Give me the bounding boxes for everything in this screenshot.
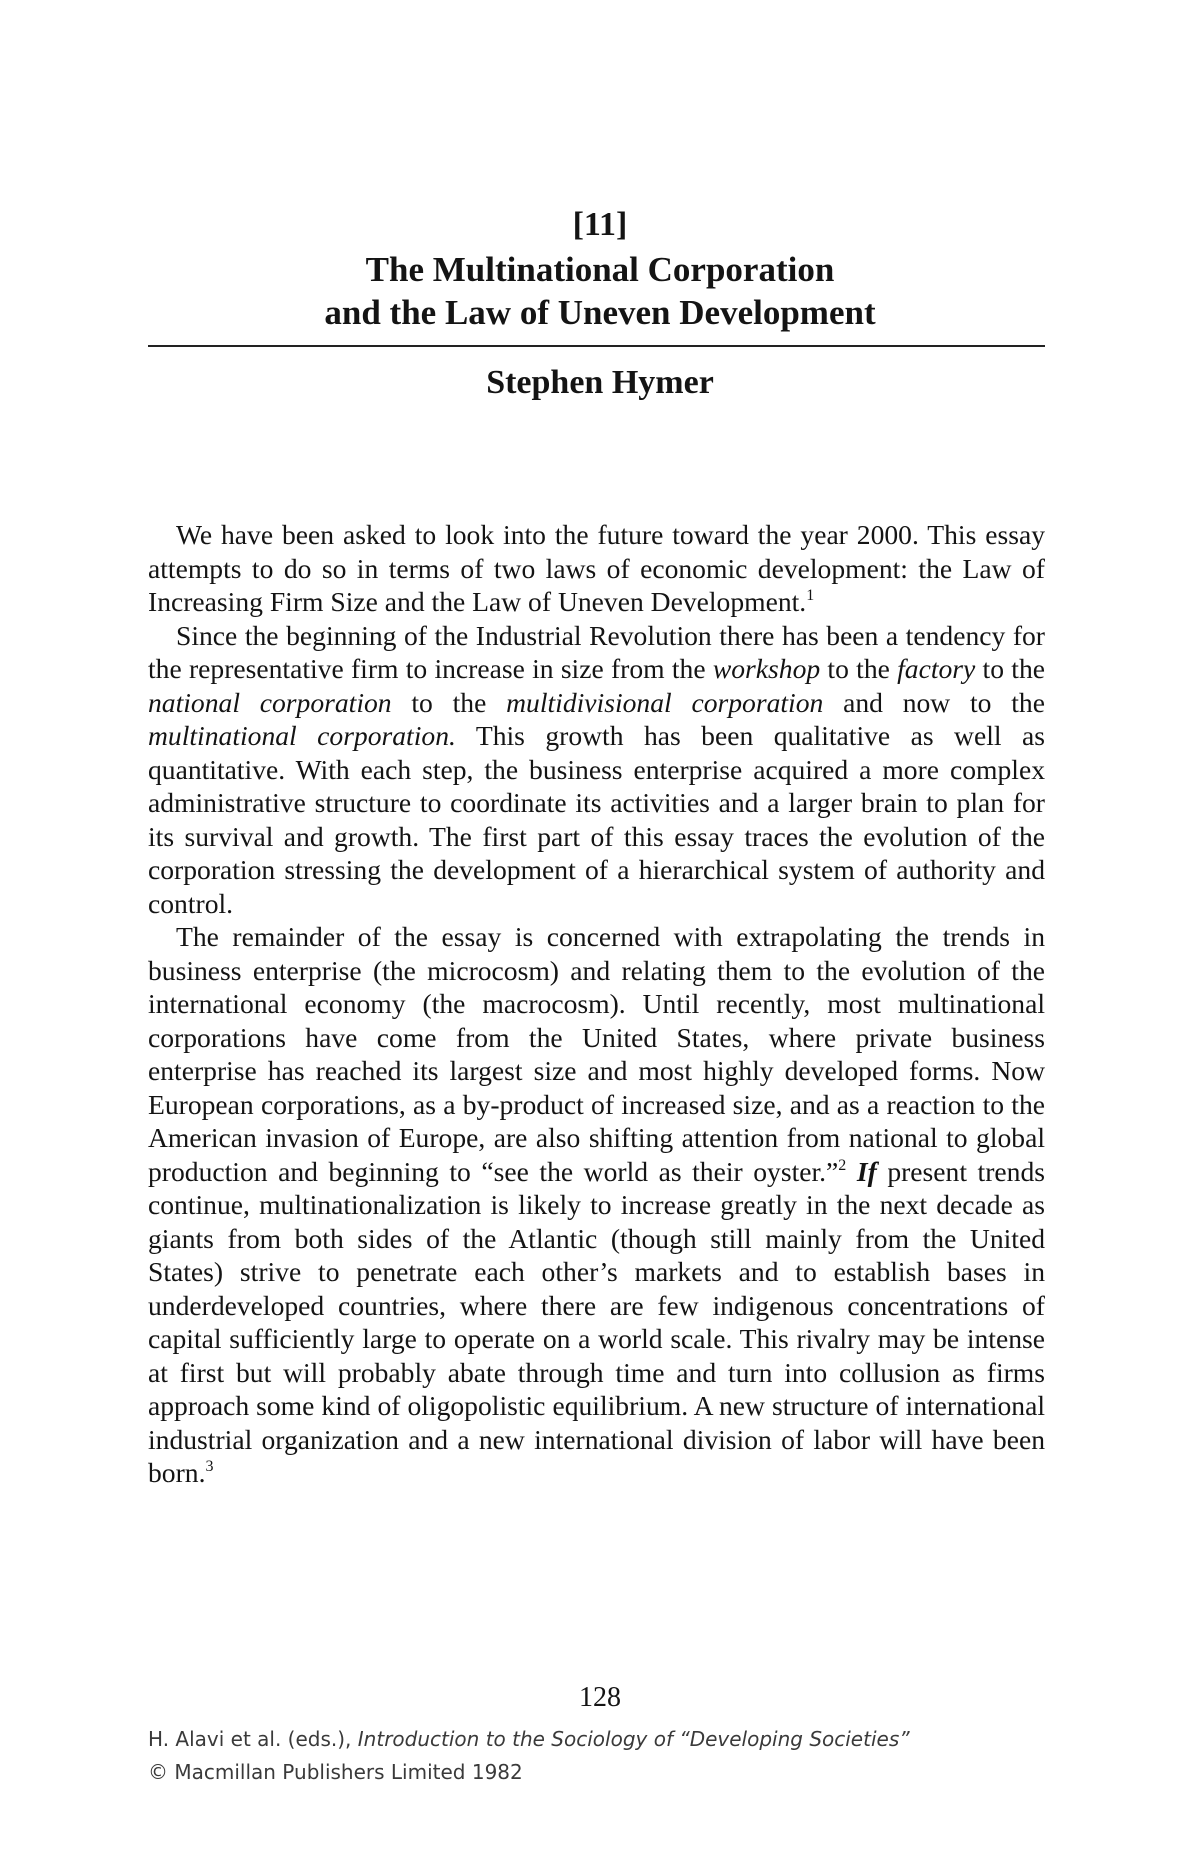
paragraph-2-connector-3: to the [391, 686, 507, 718]
chapter-title [0, 248, 1200, 334]
paragraph-2-connector-4: and now to the [823, 686, 1045, 718]
paragraph-1-text: We have been asked to look into the future toward the year 2000. This essay attempts to do so in terms of two laws of economic development: the Law of Increasing Firm Size and the Law of Uneven Development. [148, 519, 1045, 617]
term-workshop: workshop [712, 653, 821, 684]
term-national-corporation: national corporation [148, 686, 392, 718]
footnote-ref-2: 2 [838, 1156, 847, 1174]
source-book-title: Introduction to the Sociology of “Developing Societies” [357, 1727, 910, 1751]
paragraph-2 [148, 619, 1045, 921]
source-citation [148, 1723, 910, 1755]
term-factory: factory [897, 653, 976, 684]
emphasis-if: If [856, 1155, 877, 1187]
paragraph-3 [148, 920, 1045, 1490]
author-name: Stephen Hymer [486, 364, 714, 401]
term-multinational-corporation: multinational corporation. [148, 720, 456, 751]
article-body [148, 518, 1045, 1490]
paragraph-2-connector-2: to the [975, 653, 1045, 684]
paragraph-3-text-start: The remainder of the essay is concerned with extrapolating the trends in business enterprise (the microcosm) and relating them to the evolution of the international economy (the macrocosm). Until recently, most multinational corporations have come from the United States, where private business enterprise has reached its largest size and most highly developed forms. Now European corporations, as a by-product of increased size, and as a reaction to the American invasion of Europe, are also shifting attention from national to global production and beginning to “see the world as their oyster.” [148, 921, 1045, 1187]
paragraph-2-connector-1: to the [820, 653, 898, 684]
paragraph-2-text-end: This growth has been qualitative as well as quantitative. With each step, the business enterprise acquired a more complex administrative structure to coordinate its activities and a larger brain to plan for its survival and growth. The first part of this essay traces the evolution of the corporation stressing the development of a hierarchical system of authority and control. [148, 720, 1045, 919]
chapter-title-line-2: and the Law of Uneven Development [324, 293, 876, 332]
page-number: 128 [579, 1682, 621, 1713]
source-editors: H. Alavi et al. (eds.), [148, 1727, 358, 1751]
paragraph-3-text-end: present trends continue, multinationalization is likely to increase greatly in the next decade as giants from both sides of the Atlantic (though still mainly from the United States) strive to penetrate each other’s markets and to establish bases in underdeveloped countries, where there are few indigenous concentrations of capital sufficiently large to operate on a world scale. This rivalry may be intense at first but will probably abate through time and turn into collusion as firms approach some kind of oligopolistic equilibrium. A new structure of international industrial organization and a new international division of labor will have been born. [148, 1155, 1045, 1488]
paragraph-2-text-start: Since the beginning of the Industrial Revolution there has been a tendency for the representative firm to increase in size from the [148, 619, 1045, 684]
copyright-notice: © Macmillan Publishers Limited 1982 [148, 1760, 523, 1784]
chapter-title-line-1: The Multinational Corporation [365, 250, 835, 289]
term-multidivisional-corporation: multidivisional corporation [506, 686, 824, 718]
chapter-number: [11] [572, 206, 628, 243]
title-divider [148, 345, 1045, 347]
footnote-ref-1: 1 [806, 587, 815, 604]
footnote-ref-3: 3 [205, 1458, 214, 1475]
paragraph-1 [148, 518, 1045, 619]
